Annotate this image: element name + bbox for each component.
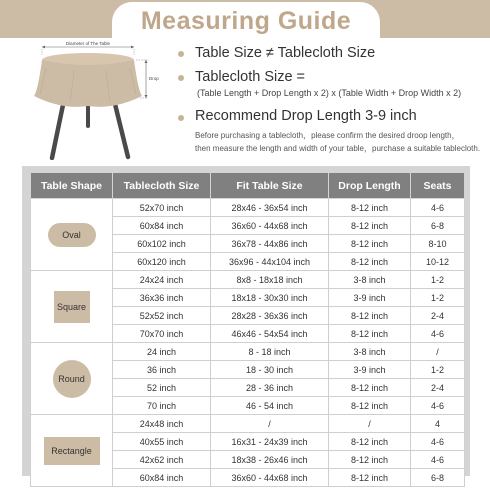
cell-seats: 1-2 xyxy=(411,289,465,307)
round-table-illustration xyxy=(22,40,162,160)
diameter-label: Diameter of The Table xyxy=(65,41,111,46)
info-formula: (Table Length + Drop Length x 2) x (Table Width + Drop Width x 2) xyxy=(197,88,462,98)
cell-fit-table-size: 46 - 54 inch xyxy=(211,397,329,415)
cell-drop-length: 3-8 inch xyxy=(329,343,411,361)
cell-fit-table-size: / xyxy=(211,415,329,433)
table-row xyxy=(31,271,465,289)
title-pill xyxy=(112,2,380,40)
info-note-1: Before purchasing a tablecloth，please confirm the desired droop length， xyxy=(195,131,460,140)
cell-fit-table-size: 46x46 - 54x54 inch xyxy=(211,325,329,343)
info-line-1: Table Size ≠ Tablecloth Size xyxy=(195,45,376,61)
title-band xyxy=(0,0,490,38)
cell-seats: 4-6 xyxy=(411,325,465,343)
cell-seats: 6-8 xyxy=(411,469,465,487)
table-row xyxy=(31,199,465,217)
cell-tablecloth-size: 36x36 inch xyxy=(113,289,211,307)
cell-drop-length: 8-12 inch xyxy=(329,235,411,253)
table-row xyxy=(31,415,465,433)
cell-tablecloth-size: 52x52 inch xyxy=(113,307,211,325)
cell-fit-table-size: 28 - 36 inch xyxy=(211,379,329,397)
table-row xyxy=(31,343,465,361)
cell-fit-table-size: 8x8 - 18x18 inch xyxy=(211,271,329,289)
cell-seats: 6-8 xyxy=(411,217,465,235)
cell-seats: 4-6 xyxy=(411,451,465,469)
table-leg-right xyxy=(114,100,128,157)
cell-fit-table-size: 18 - 30 inch xyxy=(211,361,329,379)
bullet-1 xyxy=(178,51,184,57)
cell-drop-length: 8-12 inch xyxy=(329,307,411,325)
cell-drop-length: 8-12 inch xyxy=(329,433,411,451)
cell-fit-table-size: 28x28 - 36x36 inch xyxy=(211,307,329,325)
tablecloth-drape xyxy=(34,60,142,107)
shape-cell-rectangle xyxy=(31,415,113,487)
cell-fit-table-size: 36x60 - 44x68 inch xyxy=(211,217,329,235)
header-table-shape: Table Shape xyxy=(31,173,113,199)
cell-drop-length: 3-8 inch xyxy=(329,271,411,289)
shape-cell-round xyxy=(31,343,113,415)
shape-cell-square xyxy=(31,271,113,343)
table-header-row xyxy=(31,173,465,199)
cell-drop-length: 8-12 inch xyxy=(329,469,411,487)
cell-drop-length: 8-12 inch xyxy=(329,379,411,397)
cell-seats: 2-4 xyxy=(411,307,465,325)
cell-seats: 4-6 xyxy=(411,433,465,451)
cell-seats: / xyxy=(411,343,465,361)
cell-fit-table-size: 36x60 - 44x68 inch xyxy=(211,469,329,487)
cell-tablecloth-size: 60x84 inch xyxy=(113,469,211,487)
cell-fit-table-size: 36x78 - 44x86 inch xyxy=(211,235,329,253)
info-line-2: Tablecloth Size = xyxy=(195,69,306,85)
cell-seats: 10-12 xyxy=(411,253,465,271)
cell-tablecloth-size: 52 inch xyxy=(113,379,211,397)
cell-drop-length: 8-12 inch xyxy=(329,451,411,469)
cell-tablecloth-size: 60x120 inch xyxy=(113,253,211,271)
cell-tablecloth-size: 60x102 inch xyxy=(113,235,211,253)
cell-drop-length: 3-9 inch xyxy=(329,361,411,379)
cell-fit-table-size: 8 - 18 inch xyxy=(211,343,329,361)
cell-tablecloth-size: 24x24 inch xyxy=(113,271,211,289)
table-leg-left xyxy=(52,100,64,158)
cell-tablecloth-size: 36 inch xyxy=(113,361,211,379)
cell-seats: 4-6 xyxy=(411,397,465,415)
cell-drop-length: 8-12 inch xyxy=(329,253,411,271)
cell-drop-length: 8-12 inch xyxy=(329,217,411,235)
cell-fit-table-size: 36x96 - 44x104 inch xyxy=(211,253,329,271)
info-note-2: then measure the length and width of your table，purchase a suitable tablecloth. xyxy=(195,144,481,153)
cell-tablecloth-size: 42x62 inch xyxy=(113,451,211,469)
bullet-3 xyxy=(178,115,184,121)
header-drop-length: Drop Length xyxy=(329,173,411,199)
shape-badge-rectangle: Rectangle xyxy=(44,437,100,465)
cell-seats: 1-2 xyxy=(411,271,465,289)
size-table-frame xyxy=(22,166,470,483)
cell-tablecloth-size: 60x84 inch xyxy=(113,217,211,235)
cell-seats: 8-10 xyxy=(411,235,465,253)
cell-tablecloth-size: 24 inch xyxy=(113,343,211,361)
cell-seats: 1-2 xyxy=(411,361,465,379)
cell-seats: 2-4 xyxy=(411,379,465,397)
bullet-2 xyxy=(178,75,184,81)
cell-drop-length: / xyxy=(329,415,411,433)
cell-drop-length: 8-12 inch xyxy=(329,325,411,343)
cell-tablecloth-size: 40x55 inch xyxy=(113,433,211,451)
page-title: Measuring Guide xyxy=(140,6,352,35)
info-line-3: Recommend Drop Length 3-9 inch xyxy=(195,108,417,124)
shape-badge-oval: Oval xyxy=(48,223,96,247)
cell-fit-table-size: 18x38 - 26x46 inch xyxy=(211,451,329,469)
cell-tablecloth-size: 24x48 inch xyxy=(113,415,211,433)
header-seats: Seats xyxy=(411,173,465,199)
cell-tablecloth-size: 52x70 inch xyxy=(113,199,211,217)
size-table xyxy=(30,172,465,487)
header-tablecloth-size: Tablecloth Size xyxy=(113,173,211,199)
cell-tablecloth-size: 70x70 inch xyxy=(113,325,211,343)
header-fit-table-size: Fit Table Size xyxy=(211,173,329,199)
shape-badge-square: Square xyxy=(54,291,90,323)
cell-drop-length: 3-9 inch xyxy=(329,289,411,307)
drop-label: Drop xyxy=(149,76,159,81)
shape-cell-oval xyxy=(31,199,113,271)
cell-fit-table-size: 18x18 - 30x30 inch xyxy=(211,289,329,307)
cell-drop-length: 8-12 inch xyxy=(329,199,411,217)
cell-fit-table-size: 16x31 - 24x39 inch xyxy=(211,433,329,451)
cell-seats: 4 xyxy=(411,415,465,433)
shape-badge-round: Round xyxy=(53,360,91,398)
cell-fit-table-size: 28x46 - 36x54 inch xyxy=(211,199,329,217)
cell-seats: 4-6 xyxy=(411,199,465,217)
cell-drop-length: 8-12 inch xyxy=(329,397,411,415)
cell-tablecloth-size: 70 inch xyxy=(113,397,211,415)
